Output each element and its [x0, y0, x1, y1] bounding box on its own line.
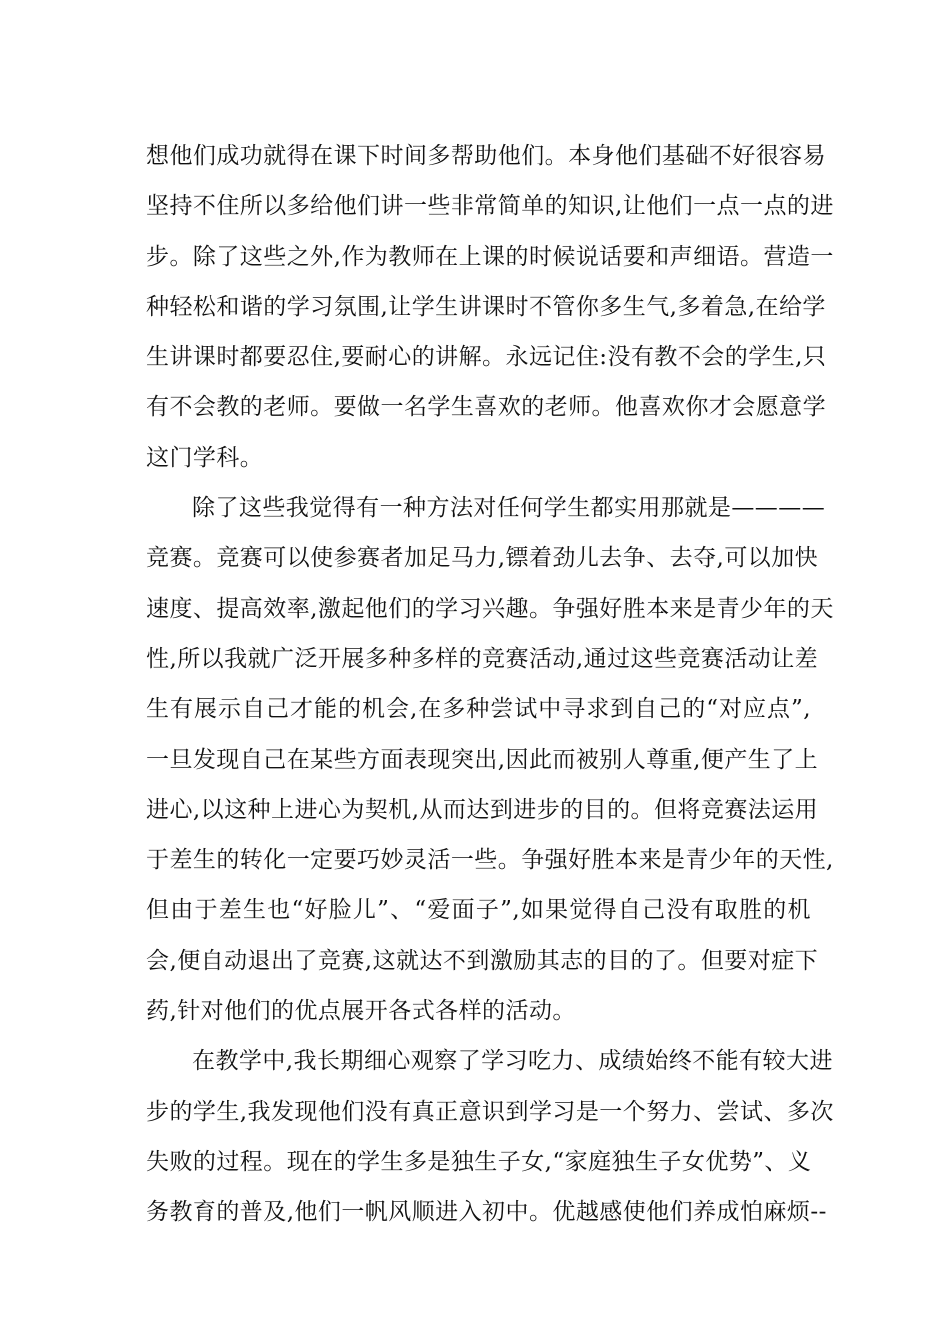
paragraph-first-line: 除了这些我觉得有一种方法对任何学生都实用那就是———— [192, 495, 826, 522]
text-line: 生讲课时都要忍住,要耐心的讲解。永远记住:没有教不会的学生,只 [146, 344, 827, 371]
text-line: 但由于差生也“好脸儿”、“爱面子”,如果觉得自己没有取胜的机 [146, 897, 811, 924]
text-line: 速度、提高效率,激起他们的学习兴趣。争强好胜本来是青少年的天 [146, 595, 834, 622]
text-line: 生有展示自己才能的机会,在多种尝试中寻求到自己的“对应点”, [146, 696, 811, 723]
text-line: 会,便自动退出了竞赛,这就达不到激励其志的目的了。但要对症下 [146, 947, 819, 974]
text-line: 种轻松和谐的学习氛围,让学生讲课时不管你多生气,多着急,在给学 [146, 293, 826, 320]
text-line: 想他们成功就得在课下时间多帮助他们。本身他们基础不好很容易 [146, 143, 827, 169]
text-line: 失败的过程。现在的学生多是独生子女,“家庭独生子女优势”、义 [146, 1148, 812, 1175]
text-line: 步。除了这些之外,作为教师在上课的时候说话要和声细语。营造一 [146, 243, 834, 270]
body-text [146, 131, 834, 1238]
text-line: 性,所以我就广泛开展多种多样的竞赛活动,通过这些竞赛活动让差 [146, 645, 819, 672]
text-line: 竞赛。竞赛可以使参赛者加足马力,镖着劲儿去争、去夺,可以加快 [146, 545, 819, 572]
text-line: 坚持不住所以多给他们讲一些非常简单的知识,让他们一点一点的进 [146, 193, 834, 220]
text-line: 务教育的普及,他们一帆风顺进入初中。优越感使他们养成怕麻烦-- [146, 1199, 827, 1226]
text-line: 有不会教的老师。要做一名学生喜欢的老师。他喜欢你才会愿意学 [146, 394, 827, 421]
text-line: 药,针对他们的优点展开各式各样的活动。 [146, 998, 576, 1025]
paragraph-first-line: 在教学中,我长期细心观察了学习吃力、成绩始终不能有较大进 [192, 1048, 833, 1075]
text-line: 进心,以这种上进心为契机,从而达到进步的目的。但将竞赛法运用 [146, 796, 819, 823]
text-line: 这门学科。 [146, 444, 264, 471]
text-line: 一旦发现自己在某些方面表现突出,因此而被别人尊重,便产生了上 [146, 746, 819, 773]
text-line: 于差生的转化一定要巧妙灵活一些。争强好胜本来是青少年的天性, [146, 847, 834, 874]
text-line: 步的学生,我发现他们没有真正意识到学习是一个努力、尝试、多次 [146, 1098, 834, 1125]
